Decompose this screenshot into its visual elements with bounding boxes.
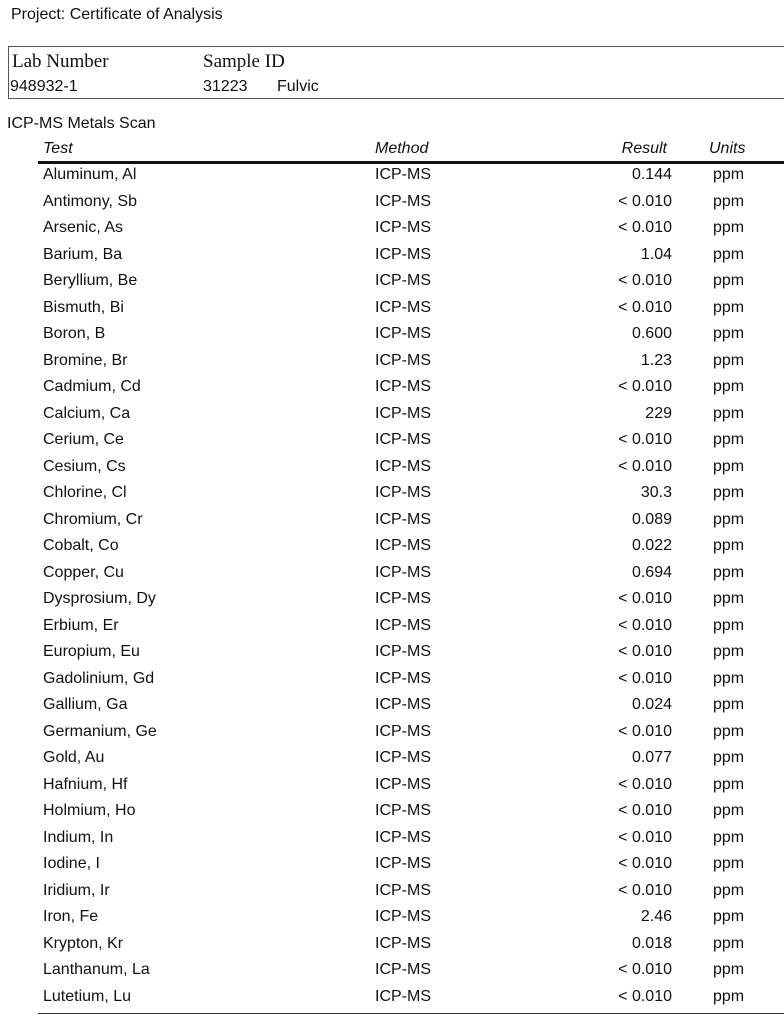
table-row: [0, 933, 784, 960]
cell-method: ICP-MS: [375, 643, 431, 660]
table-row: [0, 641, 784, 668]
cell-method: ICP-MS: [375, 855, 431, 872]
cell-units: ppm: [713, 828, 745, 846]
cell-units: ppm: [713, 802, 745, 819]
cell-result: 1.23: [640, 351, 672, 369]
cell-method: ICP-MS: [375, 961, 431, 978]
cell-test: Germanium, Ge: [43, 722, 157, 740]
table-row: [0, 880, 784, 907]
cell-method: ICP-MS: [375, 563, 431, 581]
cell-result: < 0.010: [618, 802, 672, 819]
cell-method: ICP-MS: [375, 431, 431, 448]
lab-number-value: 948932-1: [10, 78, 78, 95]
table-row: [0, 297, 784, 324]
table-row: [0, 721, 784, 748]
cell-units: ppm: [713, 616, 745, 634]
cell-result: < 0.010: [618, 192, 672, 210]
cell-method: ICP-MS: [375, 616, 431, 634]
cell-units: ppm: [713, 457, 745, 475]
cell-result: < 0.010: [618, 272, 672, 289]
cell-test: Boron, B: [43, 325, 106, 342]
cell-method: ICP-MS: [375, 537, 431, 554]
cell-method: ICP-MS: [375, 934, 431, 952]
cell-units: ppm: [713, 484, 745, 501]
table-row: [0, 191, 784, 218]
cell-result: < 0.010: [618, 855, 672, 872]
table-row: [0, 456, 784, 483]
table-row: [0, 827, 784, 854]
cell-units: ppm: [713, 590, 745, 607]
cell-test: Barium, Ba: [43, 245, 123, 263]
table-row: [0, 986, 784, 1013]
cell-result: < 0.010: [618, 961, 672, 978]
table-bottom-rule: [38, 1013, 784, 1014]
cell-units: ppm: [713, 245, 745, 263]
cell-units: ppm: [713, 378, 745, 395]
cell-result: < 0.010: [618, 775, 672, 793]
table-row: [0, 853, 784, 880]
cell-units: ppm: [713, 696, 745, 713]
cell-units: ppm: [713, 219, 745, 236]
cell-test: Beryllium, Be: [43, 272, 138, 289]
table-row: [0, 906, 784, 933]
cell-method: ICP-MS: [375, 828, 431, 846]
table-row: [0, 694, 784, 721]
cell-units: ppm: [713, 908, 745, 925]
cell-method: ICP-MS: [375, 722, 431, 740]
table-row: [0, 800, 784, 827]
table-row: [0, 615, 784, 642]
cell-units: ppm: [713, 643, 745, 660]
cell-test: Erbium, Er: [43, 616, 119, 634]
cell-result: 0.144: [631, 166, 672, 183]
cell-method: ICP-MS: [375, 669, 431, 687]
cell-result: 0.024: [631, 696, 672, 713]
table-row: [0, 668, 784, 695]
cell-units: ppm: [713, 192, 745, 210]
cell-units: ppm: [713, 775, 745, 793]
section-title: ICP-MS Metals Scan: [7, 115, 156, 132]
cell-method: ICP-MS: [375, 510, 431, 528]
cell-test: Gold, Au: [43, 749, 105, 766]
cell-units: ppm: [713, 934, 745, 952]
table-row: [0, 588, 784, 615]
cell-test: Cadmium, Cd: [43, 378, 141, 395]
cell-method: ICP-MS: [375, 245, 431, 263]
table-header: [0, 140, 784, 160]
cell-result: 2.46: [640, 908, 672, 925]
cell-units: ppm: [713, 855, 745, 872]
cell-test: Bromine, Br: [43, 351, 128, 369]
cell-result: 0.089: [631, 510, 672, 528]
cell-units: ppm: [713, 166, 745, 183]
cell-result: 0.022: [631, 537, 672, 554]
table-row: [0, 403, 784, 430]
header-test: Test: [43, 140, 73, 157]
table-row: [0, 270, 784, 297]
cell-method: ICP-MS: [375, 298, 431, 316]
cell-result: < 0.010: [618, 669, 672, 687]
table-row: [0, 747, 784, 774]
cell-result: < 0.010: [618, 378, 672, 395]
header-units: Units: [709, 140, 746, 157]
cell-result: < 0.010: [618, 987, 672, 1005]
cell-test: Copper, Cu: [43, 563, 124, 581]
cell-test: Gallium, Ga: [43, 696, 128, 713]
cell-test: Cerium, Ce: [43, 431, 124, 448]
cell-test: Iron, Fe: [43, 908, 99, 925]
cell-test: Aluminum, Al: [43, 166, 137, 183]
cell-method: ICP-MS: [375, 802, 431, 819]
table-row: [0, 959, 784, 986]
sample-id-label: Sample ID: [203, 51, 285, 72]
cell-result: < 0.010: [618, 431, 672, 448]
table-row: [0, 217, 784, 244]
cell-units: ppm: [713, 298, 745, 316]
cell-result: < 0.010: [618, 457, 672, 475]
cell-test: Lanthanum, La: [43, 961, 150, 978]
cell-units: ppm: [713, 404, 745, 422]
table-row: [0, 429, 784, 456]
cell-method: ICP-MS: [375, 404, 431, 422]
results-table: [0, 164, 784, 1012]
cell-result: < 0.010: [618, 722, 672, 740]
cell-result: < 0.010: [618, 219, 672, 236]
cell-units: ppm: [713, 749, 745, 766]
cell-units: ppm: [713, 272, 745, 289]
cell-result: 229: [645, 404, 672, 422]
lab-number-label: Lab Number: [12, 51, 109, 72]
header-result: Result: [621, 140, 667, 157]
cell-test: Hafnium, Hf: [43, 775, 128, 793]
cell-method: ICP-MS: [375, 908, 431, 925]
table-row: [0, 164, 784, 191]
cell-test: Gadolinium, Gd: [43, 669, 155, 687]
cell-test: Iodine, I: [43, 855, 100, 872]
cell-test: Arsenic, As: [43, 219, 124, 236]
table-row: [0, 482, 784, 509]
sample-name-value: Fulvic: [277, 78, 319, 95]
cell-test: Krypton, Kr: [43, 934, 124, 952]
cell-result: < 0.010: [618, 298, 672, 316]
cell-test: Cesium, Cs: [43, 457, 126, 475]
cell-method: ICP-MS: [375, 325, 431, 342]
table-row: [0, 350, 784, 377]
cell-result: < 0.010: [618, 616, 672, 634]
cell-units: ppm: [713, 722, 745, 740]
table-row: [0, 562, 784, 589]
cell-method: ICP-MS: [375, 378, 431, 395]
cell-test: Iridium, Ir: [43, 881, 110, 899]
cell-method: ICP-MS: [375, 219, 431, 236]
cell-method: ICP-MS: [375, 457, 431, 475]
cell-method: ICP-MS: [375, 590, 431, 607]
cell-method: ICP-MS: [375, 272, 431, 289]
header-method: Method: [375, 140, 429, 157]
cell-result: < 0.010: [618, 590, 672, 607]
cell-method: ICP-MS: [375, 987, 431, 1005]
cell-units: ppm: [713, 669, 745, 687]
table-row: [0, 535, 784, 562]
table-row: [0, 509, 784, 536]
table-row: [0, 774, 784, 801]
cell-result: 30.3: [640, 484, 672, 501]
cell-units: ppm: [713, 563, 745, 581]
cell-method: ICP-MS: [375, 881, 431, 899]
cell-units: ppm: [713, 881, 745, 899]
cell-units: ppm: [713, 961, 745, 978]
cell-result: 1.04: [640, 245, 672, 263]
cell-result: < 0.010: [618, 828, 672, 846]
cell-units: ppm: [713, 987, 745, 1005]
cell-test: Cobalt, Co: [43, 537, 119, 554]
cell-test: Calcium, Ca: [43, 404, 131, 422]
sample-id-value: 31223: [203, 78, 248, 95]
cell-method: ICP-MS: [375, 749, 431, 766]
cell-test: Lutetium, Lu: [43, 987, 132, 1005]
table-row: [0, 323, 784, 350]
cell-method: ICP-MS: [375, 696, 431, 713]
table-row: [0, 376, 784, 403]
cell-test: Holmium, Ho: [43, 802, 136, 819]
cell-test: Antimony, Sb: [43, 192, 137, 210]
cell-result: 0.600: [631, 325, 672, 342]
cell-method: ICP-MS: [375, 775, 431, 793]
cell-test: Bismuth, Bi: [43, 298, 124, 316]
cell-test: Europium, Eu: [43, 643, 140, 660]
cell-result: 0.077: [631, 749, 672, 766]
cell-method: ICP-MS: [375, 351, 431, 369]
cell-method: ICP-MS: [375, 484, 431, 501]
cell-test: Dysprosium, Dy: [43, 590, 156, 607]
cell-test: Chromium, Cr: [43, 510, 143, 528]
cell-units: ppm: [713, 325, 745, 342]
cell-units: ppm: [713, 431, 745, 448]
cell-units: ppm: [713, 351, 745, 369]
cell-test: Indium, In: [43, 828, 114, 846]
cell-method: ICP-MS: [375, 166, 431, 183]
cell-result: < 0.010: [618, 881, 672, 899]
cell-result: 0.694: [631, 563, 672, 581]
cell-units: ppm: [713, 510, 745, 528]
cell-units: ppm: [713, 537, 745, 554]
cell-result: 0.018: [631, 934, 672, 952]
sample-info-box: [8, 46, 784, 99]
table-row: [0, 244, 784, 271]
cell-test: Chlorine, Cl: [43, 484, 127, 501]
cell-method: ICP-MS: [375, 192, 431, 210]
project-title: Project: Certificate of Analysis: [11, 6, 223, 23]
cell-result: < 0.010: [618, 643, 672, 660]
